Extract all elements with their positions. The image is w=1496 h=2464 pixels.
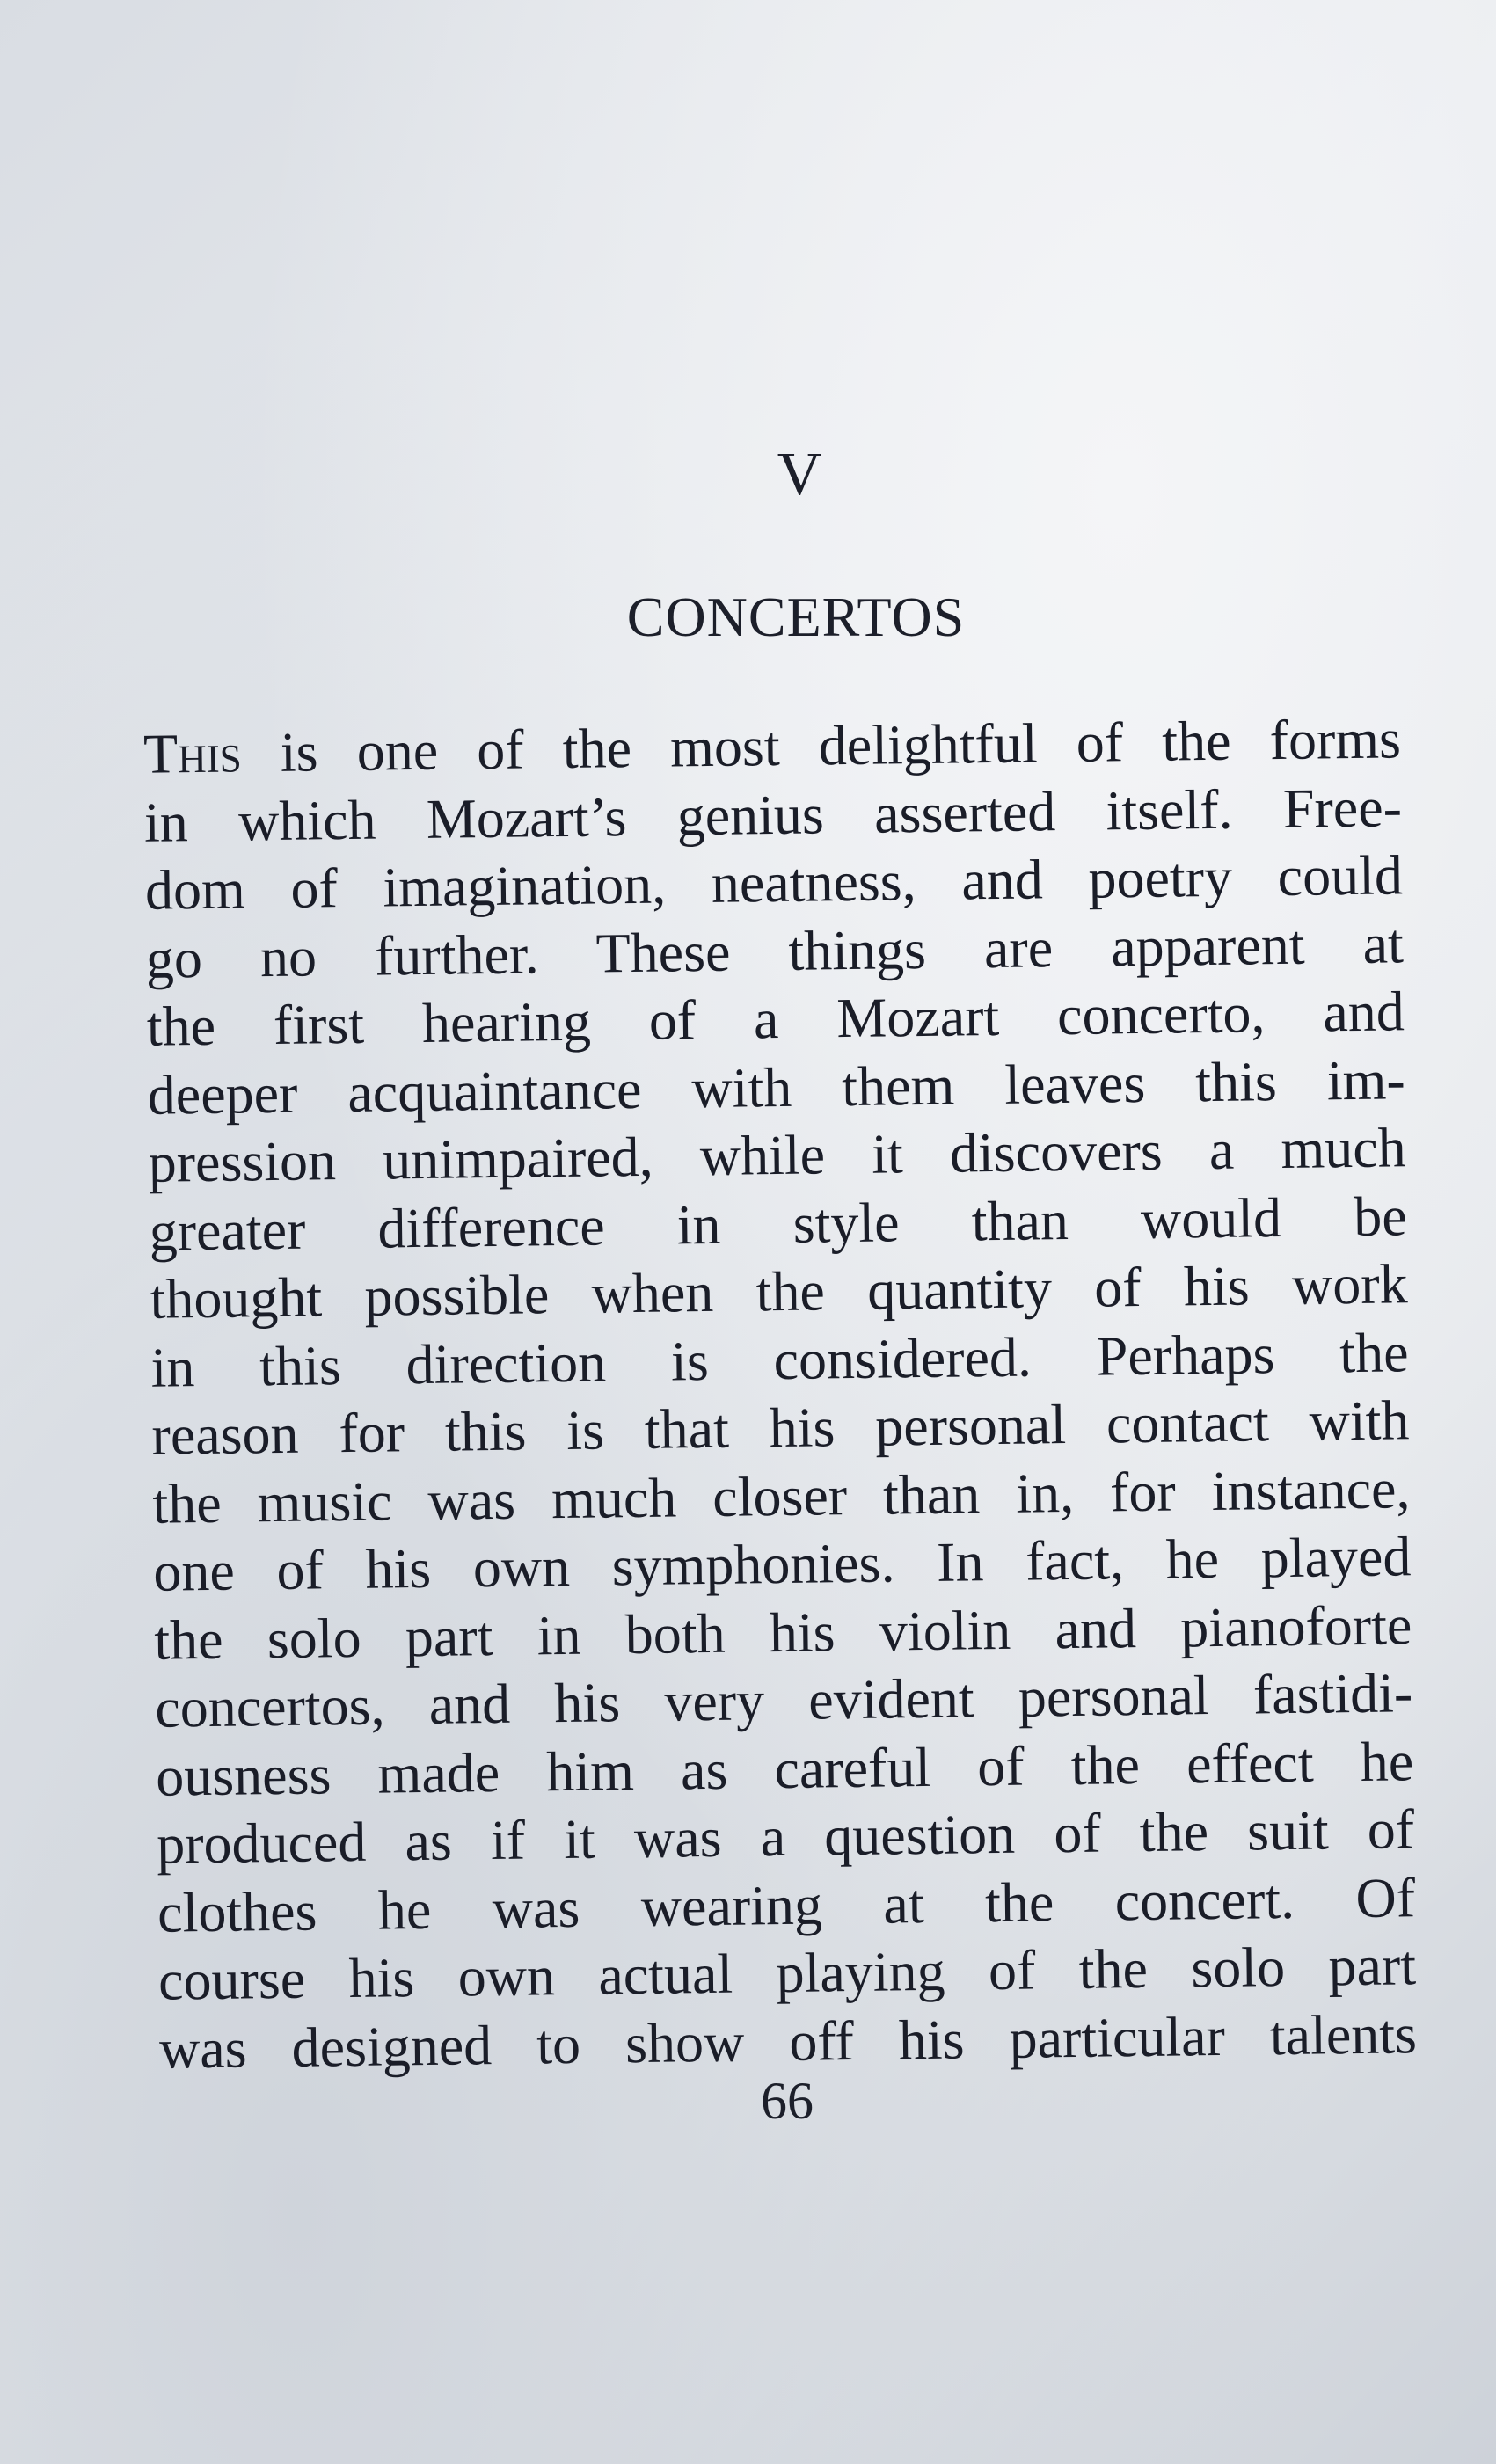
body-line: ousness made him as careful of the effect he bbox=[155, 1729, 1414, 1808]
body-line: was designed to show off his particular talents bbox=[158, 2001, 1418, 2081]
body-line: thought possible when the quantity of his work bbox=[150, 1252, 1408, 1330]
body-line: deeper acquaintance with them leaves this im- bbox=[147, 1047, 1406, 1126]
body-line: course his own actual playing of the solo part bbox=[157, 1934, 1417, 2012]
body-line: go no further. These things are apparent at bbox=[145, 911, 1405, 990]
chapter-title: CONCERTOS bbox=[626, 586, 966, 648]
body-line: clothes he was wearing at the concert. Of bbox=[157, 1865, 1416, 1944]
body-line: in which Mozart’s genius asserted itself. Free- bbox=[143, 775, 1403, 854]
body-line: pression unimpaired, while it discovers a much bbox=[148, 1116, 1407, 1194]
body-line: concertos, and his very evident personal fastidi- bbox=[154, 1661, 1413, 1739]
body-line: the solo part in both his violin and pianoforte bbox=[153, 1593, 1412, 1672]
body-line: the music was much closer than in, for instance, bbox=[152, 1456, 1411, 1535]
body-line: reason for this is that his personal contact with bbox=[151, 1389, 1410, 1467]
body-paragraph bbox=[143, 704, 1418, 2082]
page-number: 66 bbox=[761, 2072, 814, 2130]
body-line: produced as if it was a question of the suit of bbox=[156, 1797, 1415, 1876]
body-line: dom of imagination, neatness, and poetry could bbox=[144, 843, 1404, 922]
body-line: in this direction is considered. Perhaps the bbox=[150, 1320, 1409, 1399]
opening-word: This bbox=[142, 721, 243, 785]
chapter-number: V bbox=[777, 441, 824, 508]
body-line: the first hearing of a Mozart concerto, and bbox=[146, 980, 1405, 1058]
first-line-text: is one of the most delightful of the forms bbox=[280, 707, 1402, 784]
body-line: one of his own symphonies. In fact, he played bbox=[152, 1525, 1412, 1603]
body-line: greater difference in style than would be bbox=[149, 1184, 1408, 1263]
